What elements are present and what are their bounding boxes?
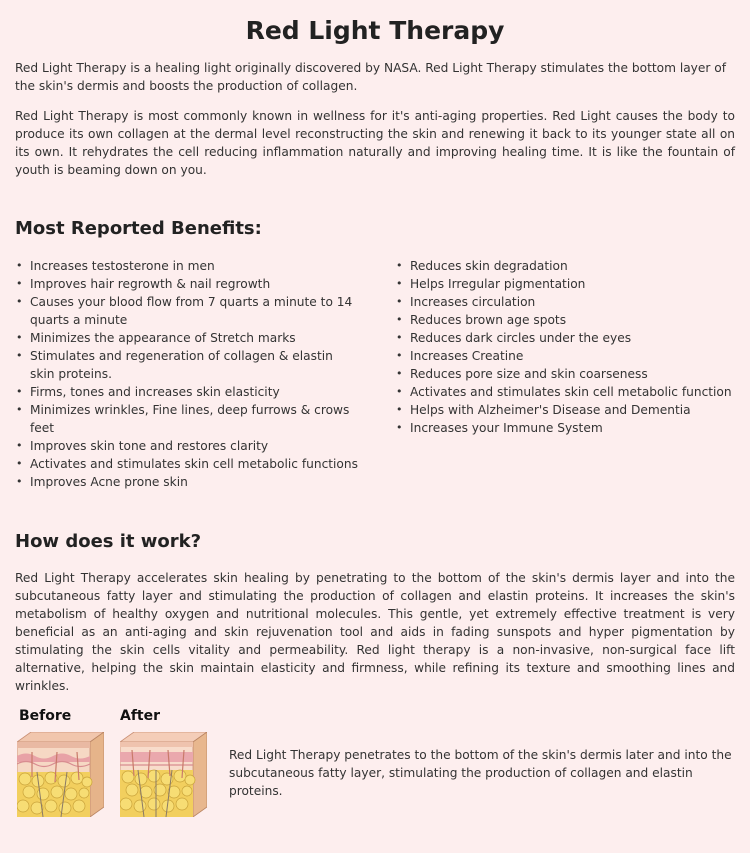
before-skin-image xyxy=(17,732,104,817)
benefits-heading: Most Reported Benefits: xyxy=(15,218,262,239)
list-item: • Activates and stimulates skin cell metabolic function xyxy=(395,383,740,401)
list-item: • Stimulates and regeneration of collagen & elastin skin proteins. xyxy=(15,347,360,383)
list-item: • Increases Creatine xyxy=(395,347,740,365)
list-item: • Causes your blood flow from 7 quarts a minute to 14 quarts a minute xyxy=(15,293,360,329)
comparison-caption: Red Light Therapy penetrates to the bottom of the skin's dermis later and into the subcutaneous fatty layer, stimulating the production of collagen and elastin proteins. xyxy=(229,748,732,798)
list-item: • Improves Acne prone skin xyxy=(15,473,360,491)
list-item: • Increases your Immune System xyxy=(395,419,740,437)
how-paragraph: Red Light Therapy accelerates skin healing by penetrating to the bottom of the skin's dermis layer and into the subcutaneous fatty layer and stimulating the production of collagen and elastin proteins. It increases the skin's metabolism of healthy oxygen and nutritional molecules. This gentle, yet extremely effective treatment is very beneficial as an anti-aging and skin rejuvenation tool and aids in fading sunspots and hyper pigmentation by stimulating the skin cells vitality and permeability. Red light therapy is a non-invasive, non-surgical face lift alternative, helping the skin maintain elasticity and firmness, while refining its texture and smoothing lines and wrinkles. xyxy=(15,571,735,693)
list-item: • Increases circulation xyxy=(395,293,740,311)
list-item: • Minimizes wrinkles, Fine lines, deep furrows & crows feet xyxy=(15,401,360,437)
benefits-list-right xyxy=(395,257,740,437)
list-item: • Reduces pore size and skin coarseness xyxy=(395,365,740,383)
list-item: • Minimizes the appearance of Stretch marks xyxy=(15,329,360,347)
list-item: • Firms, tones and increases skin elasticity xyxy=(15,383,360,401)
list-item: • Reduces brown age spots xyxy=(395,311,740,329)
list-item: • Improves hair regrowth & nail regrowth xyxy=(15,275,360,293)
list-item: • Activates and stimulates skin cell metabolic functions xyxy=(15,455,360,473)
page-title: Red Light Therapy xyxy=(245,16,505,45)
before-label: Before xyxy=(19,708,72,724)
list-item: • Improves skin tone and restores clarity xyxy=(15,437,360,455)
benefits-list-left xyxy=(15,257,360,491)
intro-paragraph-2: Red Light Therapy is most commonly known in wellness for it's anti-aging properties. Red Light causes the body to produce its own collagen at the dermal level reconstructing the skin and renewing it back to its younger state all on its own. It rehydrates the cell reducing inflammation naturally and improving healing time. It is like the fountain of youth is beaming down on you. xyxy=(15,109,735,177)
after-skin-image xyxy=(120,732,207,817)
list-item: • Helps with Alzheimer's Disease and Dementia xyxy=(395,401,740,419)
list-item: • Reduces skin degradation xyxy=(395,257,740,275)
how-heading: How does it work? xyxy=(15,531,202,552)
intro-paragraph-1: Red Light Therapy is a healing light originally discovered by NASA. Red Light Therapy stimulates the bottom layer of the skin's dermis and boosts the production of collagen. xyxy=(15,61,727,93)
list-item: • Helps Irregular pigmentation xyxy=(395,275,740,293)
list-item: • Reduces dark circles under the eyes xyxy=(395,329,740,347)
after-label: After xyxy=(120,708,161,724)
list-item: • Increases testosterone in men xyxy=(15,257,360,275)
